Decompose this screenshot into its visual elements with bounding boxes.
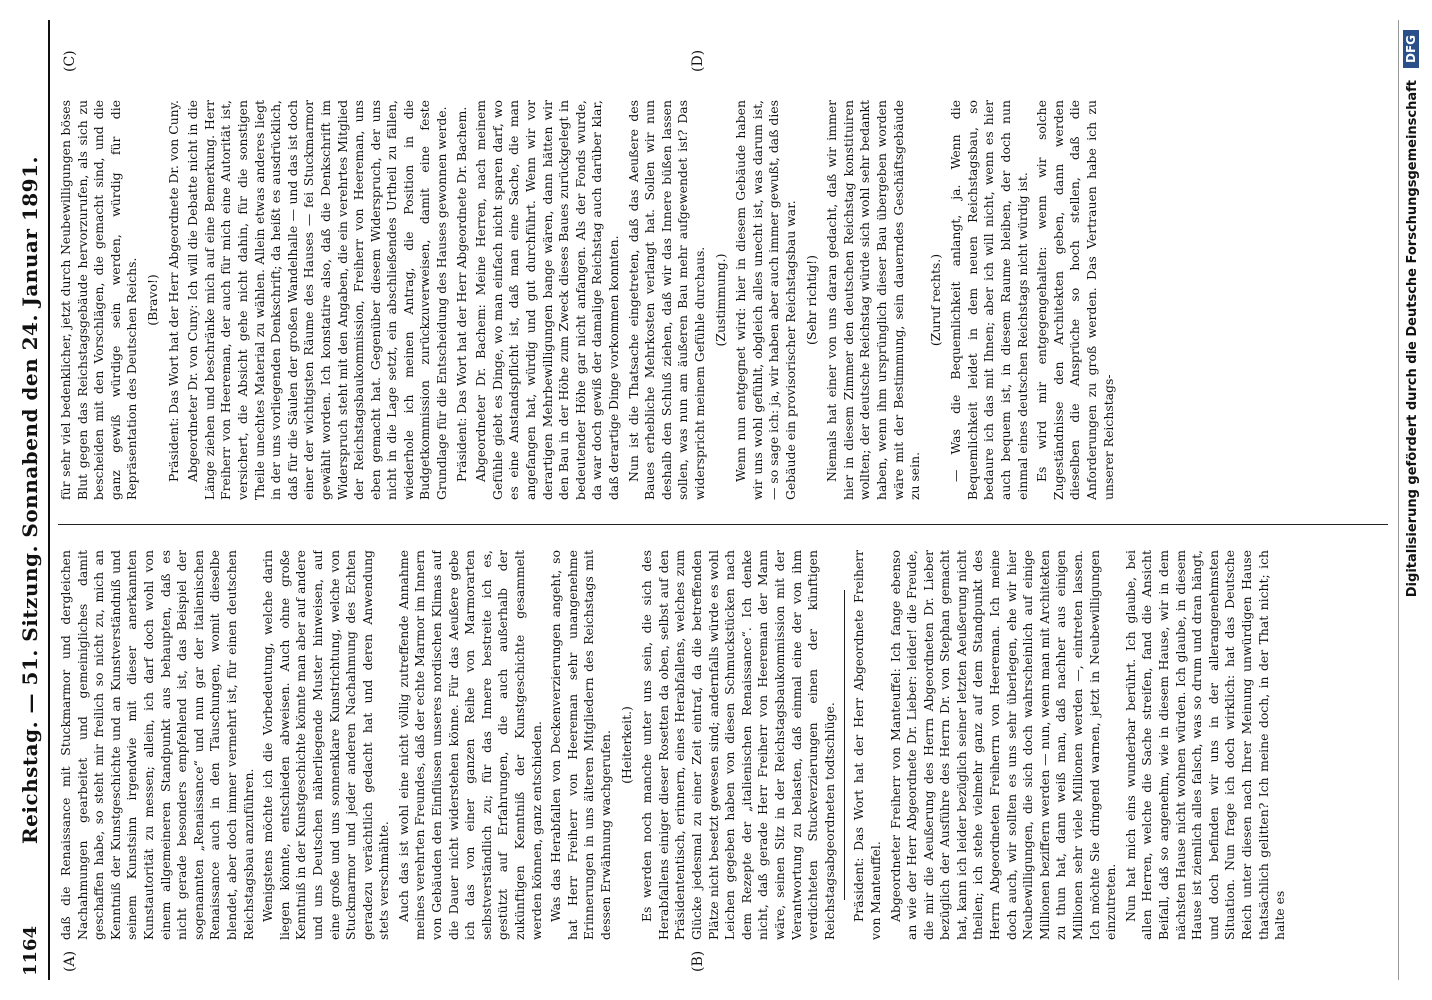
paragraph: — Was die Bequemlichkeit anlangt, ja. Wenn die Bequemlichkeit leidet in dem neuen Reichstagsbau, so bedaure ich das mit Ihnen; aber ich will nicht, wenn es hier auch bequem ist, in diesem Raume bleiben, der doch nun einmal eines deutschen Reichstags nicht würdig ist. xyxy=(948,100,1030,500)
page-footer xyxy=(1398,20,1425,980)
interjection: (Sehr richtig!) xyxy=(803,255,819,345)
page-title: Reichstag. — 51. Sitzung. Sonnabend den 24. Januar 1891. xyxy=(18,156,42,844)
interjection: (Zuruf rechts.) xyxy=(927,253,943,347)
paragraph: Wenigstens möchte ich die Vorbedeutung, welche darin liegen könnte, entschieden abweisen. Auch ohne große Kenntniß in der Kunstgeschichte könnte man aber auf andere und uns Deutschen näherliegende Muster hinweisen, auf eine große und uns sonnenklare Kunstrichtung, welche von Stuckmarmor und jeder anderen Nachahmung des Echten geradezu verächtlich gedacht hat und deren Anwendung stets verschmähte. xyxy=(260,550,392,940)
paragraph: Abgeordneter Dr. von Cuny: Ich will die Debatte nicht in die Länge ziehen und beschränke mich auf eine Bemerkung. Herr Freiherr von Heereman, der auch für mich eine Autorität ist, versichert, die Absicht gehe nicht dahin, für die sonstigen Theile unechtes Material zu wählen. Allein etwas anderes liegt in der uns vorliegenden Denkschrift; da heißt es ausdrücklich, daß für die Säulen der großen Wandelhalle — und das ist doch einer der wichtigsten Räume des Hauses — fei Stuckmarmor gewählt worden. Ich konstatire also, daß die Denkschrift im Widerspruch steht mit den Angaben, die ein verehrtes Mitglied der Reichstagsbaukommission, Freiherr von Heereman, uns eben gemacht hat. Gegenüber diesem Widerspruch, der uns nicht in die Lage setzt, ein abschließendes Urtheil zu fällen, wiederhole ich meinen Antrag, die Position in die Budgetkommission zurückzuverweisen, damit eine feste Grundlage für die Entscheidung des Hauses gewonnen werde. xyxy=(185,100,450,500)
interjection: (Heiterkeit.) xyxy=(618,706,634,784)
paragraph: Nun hat mich eins wunderbar berührt. Ich glaube, bei allen Herren, welche die Sache streifen, fand die Ansicht Beifall, daß so angenehm, wie in diesem Hause, wir in dem nächsten Hause nicht wohnen würden. Ich glaube, in diesem Hause ist ziemlich alles falsch, was so drum und dran hängt, und doch befinden wir uns in der allerangenehmsten Situation. Nun frage ich doch wirklich: hat das Deutsche Reich unter diesen nach Ihrer Meinung unwürdigen Hause thatsächlich gelitten? Ich meine doch, in der That nicht; ich halte es xyxy=(1122,550,1288,940)
paragraph: Präsident: Das Wort hat der Herr Abgeordnete Dr. von Cuny. xyxy=(165,100,181,482)
paragraph: Auch das ist wohl eine nicht völlig zutreffende Annahme meines verehrten Freundes, daß der echte Marmor im Innern von Gebäuden den Einflüssen unseres nordischen Klimas auf die Dauer nicht widerstehen könne. Für das Aeußere gebe ich das von einer ganzen Reihe von Marmorarten selbstverständlich zu; für das Innere bestreite ich es, gestützt auf Erfahrungen, die auch außerhalb der zukünftigen Kenntniß der Kunstgeschichte gesammelt werden können, ganz entschieden. xyxy=(395,550,544,940)
paragraph: Abgeordneter Dr. Bachem: Meine Herren, nach meinem Gefühle giebt es Dinge, wo man einfach nicht sparen darf, wo es eine Anstandspflicht ist, daß man eine Sache, die man angefangen hat, würdig und gut durchführt. Wenn wir vor derartigen Mehrbewilligungen bange wären, dann hätten wir den Bau in der Höhe zum Zweck dieses Baues zurückgelegt in bedeutender Höhe gar nicht anfangen. Als der Fonds wurde, da war doch gewiß der damalige Reichstag auch darüber klar, daß derartige Dinge vorkommen konnten. xyxy=(473,100,621,500)
paragraph: Präsident: Das Wort hat der Herr Abgeordnete Dr. Bachem. xyxy=(453,106,469,482)
paragraph: für sehr viel bedenklicher, jetzt durch Neubewilligungen böses Blut gegen das Reichstagsgebäude hervorzurufen, als sich zu bescheiden mit den Vorschlägen, die gemacht sind, und die ganz gewiß würdige sein werden, würdig für die Repräsentation des Deutschen Reichs. xyxy=(58,100,140,500)
paragraph: Abgeordneter Freiherr von Manteuffel: Ich fange ebenso an wie der Herr Abgeordnete Dr. Lieber: leider! die Freude, die mir die Aeußerung des Herrn Abgeordneten Dr. Lieber bezüglich der Ausführe des Herrn Dr. von Stephan gemacht hat, kann ich leider bezüglich seiner letzten Aeußerung nicht theilen; ich stehe vielmehr ganz auf dem Standpunkt des Herrn Abgeordneten Freiherrn von Heereman. Ich meine doch auch, wir sollten es uns sehr überlegen, ehe wir hier Neubewilligungen, die sich doch wahrscheinlich auf einige Millionen beziffern werden — nun, wenn man mit Architekten zu thun hat, dann weiß man, daß nachher aus einigen Millionen sehr viele Millionen werden —, eintreten lassen. Ich möchte Sie dringend warnen, jetzt in Neubewilligungen einzutreten. xyxy=(887,550,1119,940)
margin-mark-b: (B) xyxy=(690,950,706,972)
paragraph: Nun ist die Thatsache eingetreten, daß das Aeußere des Baues erhebliche Mehrkosten verlangt hat. Sollen wir nun deshalb den Schluß ziehen, daß wir das Innere büßen lassen sollen, was nun am äußeren Bau mehr aufgewendet ist? Das widerspricht meinem Gefühle durchaus. xyxy=(625,100,707,500)
margin-mark-c: (C) xyxy=(62,50,78,72)
paragraph: Niemals hat einer von uns daran gedacht, daß wir immer hier in diesem Zimmer den deutschen Reichstag konstituiren wollten; der deutsche Reichstag würde sich wohl sehr bedankt haben, wenn ihm ursprünglich dieser Bau übergeben worden wäre mit der Bestimmung, sein dauerndes Geschäftsgebäude zu sein. xyxy=(824,100,923,500)
column-divider xyxy=(58,524,1388,525)
page-header xyxy=(14,20,50,980)
margin-mark-d: (D) xyxy=(690,49,706,72)
paragraph: Es wird mir entgegengehalten: wenn wir solche Zugeständnisse den Architekten geben, dann werden dieselben die Ansprüche so hoch stellen, daß die Anforderungen zu groß werden. Das Vertrauen habe ich zu unserer Reichstags- xyxy=(1034,100,1116,500)
section-rule xyxy=(844,590,845,900)
page-number: 1164 xyxy=(20,925,41,976)
paragraph: Präsident: Das Wort hat der Herr Abgeordnete Freiherr von Manteuffel. xyxy=(851,550,883,940)
right-column xyxy=(58,100,1388,500)
paragraph: Es werden noch manche unter uns sein, die sich des Herabfallens einiger dieser Rosetten da oben, selbst auf den Präsidententisch, erinnern, eines Herabfallens, welches zum Glücke jedesmal zu einer Zeit eintraf, da die betreffenden Plätze nicht besetzt gewesen sind; andernfalls würde es wohl Leichen gegeben haben von diesen Schmuckstücken nach dem Rezepte der „italienischen Renaissance“. Ich denke nicht, daß gerade Herr Freiherr von Heereman der Mann wäre, seinen Sitz in der Reichstagsbaukommission mit der Verantwortung zu belasten, daß einmal eine der von ihm verdichteten Stuckverzierungen einen der künftigen Reichstagsabgeordneten todtschlüge. xyxy=(639,550,837,940)
paragraph: Wenn nun entgegnet wird: hier in diesem Gebäude haben wir uns wohl gefühlt, obgleich alles unecht ist, was darum ist, — so sage ich: ja, wir haben aber auch immer gewußt, daß dies Gebäude ein provisorischer Reichstagsbau war. xyxy=(733,100,798,500)
interjection: (Bravo!) xyxy=(144,274,160,326)
margin-mark-a: (A) xyxy=(62,950,78,972)
paragraph: daß die Renaissance mit Stuckmarmor und dergleichen Nachahmungen gearbeitet und gemeinigliches damit geschaffen habe, so steht mir freilich so nicht zu, mich an Kenntniß der Kunstgeschichte und an Kunstverständniß und seinem Kunstsinn irgendwie mit dieser anerkannten Kunstautorität zu messen; allein, ich darf doch wohl von einem allgemeineren Standpunkt aus behaupten, daß es nicht gerade besonders empfehlend ist, das Beispiel der sogenannten „Renaissance“ und nun gar der italienischen Renaissance auch in den Täuschungen, womit dieselbe blendet, aber doch immer vermehrt ist, für einen deutschen Reichstagsbau anzuführen. xyxy=(58,550,256,940)
dfg-logo: DFG xyxy=(1403,30,1419,68)
left-column xyxy=(58,550,1388,940)
paragraph: Was das Herabfallen von Deckenverzierungen angeht, so hat Herr Freiherr von Heereman sehr unangenehme Erinnerungen in uns älteren Mitgliedern des Reichstags mit dessen Erwähnung wachgerufen. xyxy=(548,550,613,940)
interjection: (Zustimmung.) xyxy=(712,253,728,347)
footer-credit: Digitalisierung gefördert durch die Deutsche Forschungsgemeinschaft xyxy=(1405,80,1420,598)
